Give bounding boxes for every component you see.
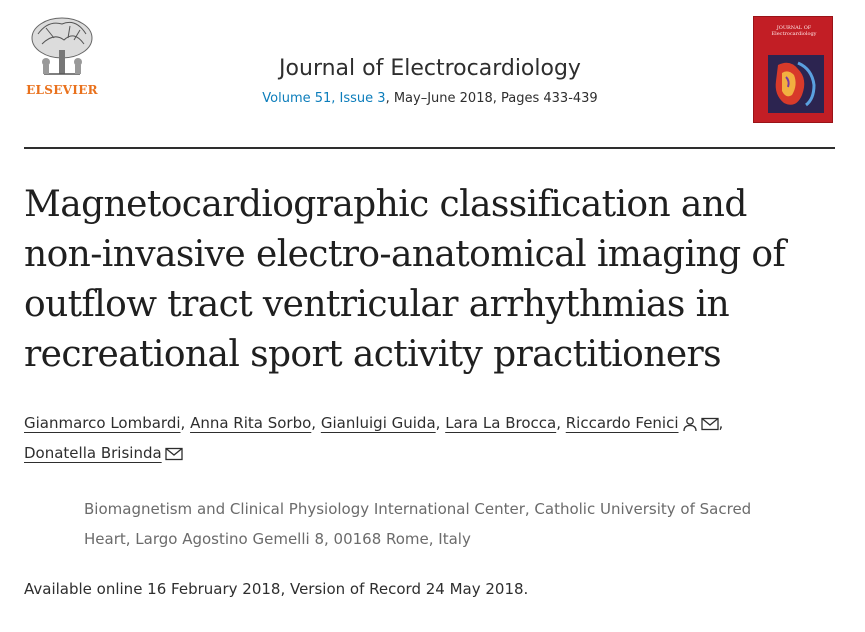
affiliation-line: Heart, Largo Agostino Gemelli 8, 00168 Rome, Italy bbox=[84, 530, 471, 548]
header-divider bbox=[24, 147, 835, 149]
author-separator: , bbox=[435, 414, 446, 432]
article-title bbox=[24, 180, 844, 380]
cover-image bbox=[768, 55, 824, 113]
title-line: recreational sport activity practitioners bbox=[24, 334, 722, 375]
author-link[interactable]: Gianluigi Guida bbox=[320, 414, 436, 432]
issue-link[interactable]: Volume 51, Issue 3 bbox=[262, 91, 386, 106]
title-line: outflow tract ventricular arrhythmias in bbox=[24, 284, 730, 325]
author-separator: , bbox=[718, 414, 724, 432]
envelope-icon[interactable] bbox=[165, 447, 183, 461]
author-list bbox=[24, 408, 844, 468]
author-link[interactable]: Gianmarco Lombardi bbox=[24, 414, 181, 432]
publication-dates: Available online 16 February 2018, Version of Record 24 May 2018. bbox=[24, 580, 529, 598]
publisher-name: ELSEVIER bbox=[26, 83, 98, 97]
cover-title: JOURNAL OF Electrocardiology bbox=[771, 25, 817, 37]
journal-title[interactable]: Journal of Electrocardiology bbox=[279, 56, 581, 81]
author-separator: , bbox=[556, 414, 566, 432]
author-link[interactable]: Riccardo Fenici bbox=[565, 414, 679, 432]
journal-issue bbox=[180, 91, 680, 106]
title-line: Magnetocardiographic classification and bbox=[24, 184, 747, 225]
person-icon[interactable] bbox=[682, 416, 698, 432]
envelope-icon[interactable] bbox=[701, 417, 719, 431]
author-link[interactable]: Lara La Brocca bbox=[445, 414, 557, 432]
journal-cover[interactable] bbox=[753, 16, 833, 123]
journal-info bbox=[180, 56, 680, 106]
cover-header bbox=[760, 25, 828, 51]
article-header bbox=[0, 0, 865, 148]
author-separator: , bbox=[311, 414, 321, 432]
author-separator: , bbox=[180, 414, 191, 432]
affiliation-line: Biomagnetism and Clinical Physiology International Center, Catholic University of Sacred bbox=[84, 500, 752, 518]
affiliation bbox=[84, 494, 834, 554]
author-link[interactable]: Anna Rita Sorbo bbox=[190, 414, 312, 432]
title-line: non-invasive electro-anatomical imaging of bbox=[24, 234, 786, 275]
issue-details: , May–June 2018, Pages 433-439 bbox=[385, 91, 598, 106]
author-link[interactable]: Donatella Brisinda bbox=[24, 444, 162, 462]
